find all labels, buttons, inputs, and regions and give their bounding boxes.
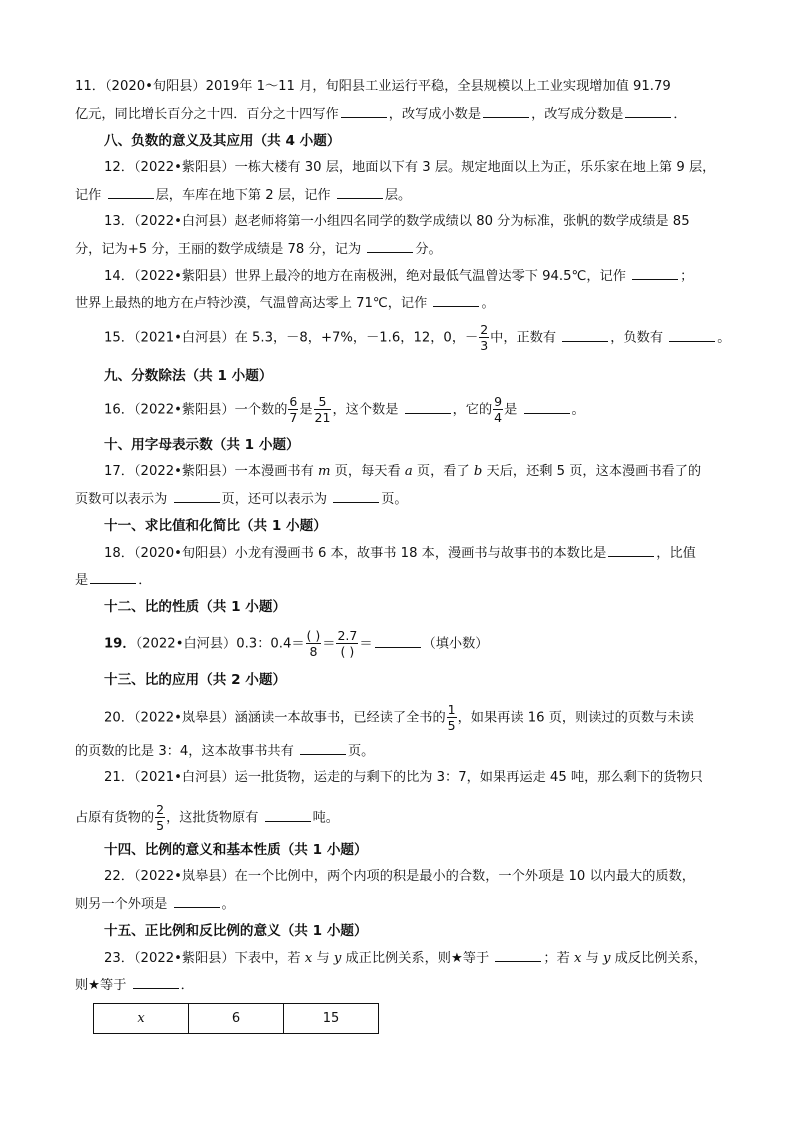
fraction: $\frac{( )}{8}$ (306, 628, 321, 659)
answer-blank[interactable] (367, 239, 413, 253)
answer-blank[interactable] (608, 543, 654, 557)
answer-blank[interactable] (341, 104, 387, 118)
q23-line2: 则★等于 ． (75, 975, 735, 996)
answer-blank[interactable] (174, 894, 220, 908)
section-heading-13: 十三、比的应用（共 2 小题） (104, 672, 287, 688)
section-heading-14: 十四、比例的意义和基本性质（共 1 小题） (104, 842, 368, 858)
answer-blank[interactable] (337, 185, 383, 199)
answer-blank[interactable] (133, 975, 179, 989)
q14-line1: 14．（2022•紫阳县）世界上最冷的地方在南极洲，绝对最低气温曾达零下 94.5℃，记作 ； (104, 266, 764, 287)
answer-blank[interactable] (524, 400, 570, 414)
q11-line1: 11．（2020•旬阳县）2019年 1～11 月，旬阳县工业运行平稳，全县规模以上工业实现增加值 91.79 (75, 79, 671, 94)
answer-blank[interactable] (375, 634, 421, 648)
q23-line1: 23．（2022•紫阳县）下表中，若 x 与 y 成正比例关系，则★等于 ；若 x 与 y 成反比例关系， (104, 948, 764, 969)
answer-blank[interactable] (174, 489, 220, 503)
fraction: $\frac{9}{4}$ (494, 394, 503, 425)
answer-blank[interactable] (265, 808, 311, 822)
q21-line2: 占原有货物的 $\frac{2}{5}$ ，这批货物原有 吨。 (75, 802, 339, 833)
answer-blank[interactable] (90, 570, 136, 584)
q19-line: 19．（2022•白河县）0.3：0.4＝ $\frac{( )}{8}$ ＝ $\frac{2.7}{( )}$ ＝ （填小数） (104, 628, 489, 659)
q12-line1: 12．（2022•紫阳县）一栋大楼有 30 层，地面以下有 3 层。规定地面以上为正，乐乐家在地上第 9 层， (104, 160, 716, 175)
q15-line: 15．（2021•白河县）在 5.3，－8，+7%，－1.6，12，0，－ $\frac{2}{3}$ 中，正数有 ，负数有 。 (104, 322, 731, 353)
answer-blank[interactable] (632, 266, 678, 280)
q20-line1: 20．（2022•岚皋县）涵涵读一本故事书，已经读了全书的 $\frac{1}{5}$ ，如果再读 16 页，则读过的页数与未读 (104, 702, 694, 733)
section-heading-15: 十五、正比例和反比例的意义（共 1 小题） (104, 923, 368, 939)
q23-table (93, 1003, 379, 1034)
q11-line2: 亿元，同比增长百分之十四．百分之十四写作 ，改写成小数是 ，改写成分数是 ． (75, 104, 735, 125)
answer-blank[interactable] (625, 104, 671, 118)
q17-line2: 页数可以表示为 页，还可以表示为 页。 (75, 489, 735, 510)
q22-line2: 则另一个外项是 。 (75, 894, 735, 915)
section-heading-10: 十、用字母表示数（共 1 小题） (104, 437, 300, 453)
q22-line1: 22．（2022•岚皋县）在一个比例中，两个内项的积是最小的合数，一个外项是 10 以内最大的质数， (104, 869, 695, 884)
section-heading-11: 十一、求比值和化简比（共 1 小题） (104, 518, 327, 534)
q16-line: 16．（2022•紫阳县）一个数的 $\frac{6}{7}$ 是 $\frac{5}{21}$ ，这个数是 ，它的 $\frac{9}{4}$ 是 。 (104, 394, 585, 425)
answer-blank[interactable] (108, 185, 154, 199)
q14-line2: 世界上最热的地方在卢特沙漠，气温曾高达零上 71℃，记作 。 (75, 293, 735, 314)
q17-line1: 17．（2022•紫阳县）一本漫画书有 m 页，每天看 a 页，看了 b 天后，还剩 5 页，这本漫画书看了的 (104, 464, 702, 479)
q13-line2: 分，记为+5 分，王丽的数学成绩是 78 分，记为 分。 (75, 239, 735, 260)
table-cell: 6 (189, 1004, 284, 1034)
q18-line2: 是 ． (75, 570, 735, 591)
answer-blank[interactable] (495, 948, 541, 962)
table-row (94, 1004, 379, 1034)
table-cell: x (94, 1004, 189, 1034)
section-heading-12: 十二、比的性质（共 1 小题） (104, 599, 287, 615)
q12-line2: 记作 层，车库在地下第 2 层，记作 层。 (75, 185, 735, 206)
fraction: $\frac{6}{7}$ (289, 394, 298, 425)
q20-line2: 的页数的比是 3：4，这本故事书共有 页。 (75, 741, 735, 762)
answer-blank[interactable] (405, 400, 451, 414)
answer-blank[interactable] (483, 104, 529, 118)
answer-blank[interactable] (669, 328, 715, 342)
answer-blank[interactable] (300, 741, 346, 755)
q13-line1: 13．（2022•白河县）赵老师将第一小组四名同学的数学成绩以 80 分为标准，张帆的数学成绩是 85 (104, 214, 690, 229)
section-heading-8: 八、负数的意义及其应用（共 4 小题） (104, 133, 341, 149)
fraction: $\frac{2}{5}$ (156, 802, 165, 833)
fraction: $\frac{2.7}{( )}$ (337, 628, 358, 659)
q21-line1: 21．（2021•白河县）运一批货物，运走的与剩下的比为 3：7，如果再运走 45 吨，那么剩下的货物只 (104, 770, 703, 785)
fraction: $\frac{5}{21}$ (314, 394, 331, 425)
answer-blank[interactable] (333, 489, 379, 503)
fraction: $\frac{1}{5}$ (447, 702, 456, 733)
q18-line1: 18．（2020•旬阳县）小龙有漫画书 6 本，故事书 18 本，漫画书与故事书的本数比是 ，比值 (104, 543, 764, 564)
answer-blank[interactable] (562, 328, 608, 342)
answer-blank[interactable] (433, 293, 479, 307)
table-cell: 15 (284, 1004, 379, 1034)
section-heading-9: 九、分数除法（共 1 小题） (104, 368, 273, 384)
fraction: $\frac{2}{3}$ (480, 322, 489, 353)
